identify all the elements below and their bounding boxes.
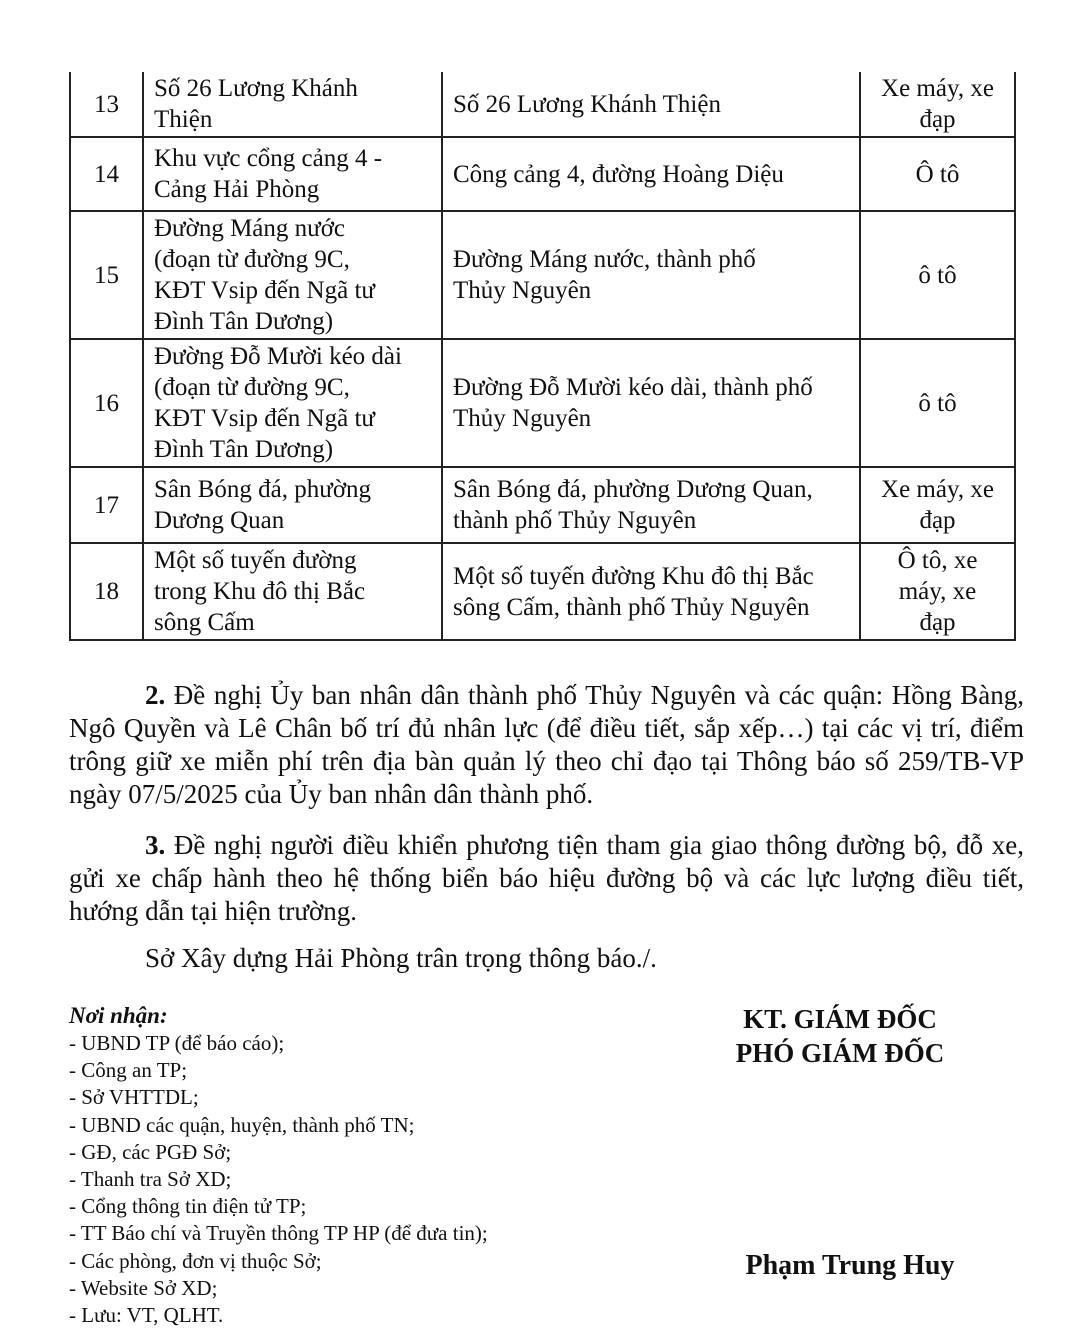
closing-statement: Sở Xây dựng Hải Phòng trân trọng thông báo./.	[145, 943, 657, 973]
signature-title-2: PHÓ GIÁM ĐỐC	[735, 1038, 945, 1068]
location-address-cell	[442, 543, 860, 640]
vehicle-type-line: Ô tô, xe	[897, 547, 978, 574]
vehicle-type-cell	[860, 339, 1015, 467]
vehicle-type-line: ô tô	[918, 261, 957, 289]
location-name-line: Một số tuyến đường	[154, 547, 357, 574]
location-address-line: Thủy Nguyên	[453, 405, 592, 432]
location-name-line: KĐT Vsip đến Ngã tư	[154, 405, 375, 432]
location-name-line: Thiện	[154, 106, 213, 133]
row-number-line: 14	[94, 160, 119, 188]
location-name-cell	[143, 543, 442, 640]
recipient-item: - Website Sở XD;	[69, 1275, 218, 1300]
location-address-line: Sân Bóng đá, phường Dương Quan,	[453, 476, 813, 503]
row-number-cell	[70, 137, 143, 211]
row-number-line: 16	[94, 389, 119, 417]
table-row	[70, 467, 1015, 543]
location-name-cell	[143, 467, 442, 543]
vehicle-type-line: Xe máy, xe	[881, 476, 994, 503]
recipients-title: Nơi nhận:	[69, 1003, 168, 1028]
table-body	[70, 72, 1015, 640]
row-number-cell	[70, 543, 143, 640]
location-name-line: Khu vực cổng cảng 4 -	[154, 145, 383, 172]
table-row	[70, 339, 1015, 467]
signer-name: Phạm Trung Huy	[745, 1250, 955, 1281]
table-row	[70, 137, 1015, 211]
location-name-line: Số 26 Lương Khánh	[154, 75, 358, 102]
recipient-item: - Sở VHTTDL;	[69, 1085, 199, 1110]
recipient-item: - UBND TP (để báo cáo);	[69, 1031, 285, 1055]
parking-locations-table	[69, 72, 1016, 641]
location-address-line: thành phố Thủy Nguyên	[453, 507, 697, 534]
vehicle-type-line: đạp	[919, 507, 956, 534]
recipient-item: - Cổng thông tin điện tử TP;	[69, 1194, 307, 1219]
location-name-cell	[143, 339, 442, 467]
location-name-line: sông Cấm	[154, 609, 255, 636]
location-name-line: Cảng Hải Phòng	[154, 176, 320, 203]
recipient-item: - GĐ, các PGĐ Sở;	[69, 1139, 232, 1164]
location-name-line: KĐT Vsip đến Ngã tư	[154, 277, 375, 304]
location-name-cell	[143, 72, 442, 137]
location-address-cell	[442, 72, 860, 137]
table-row	[70, 72, 1015, 137]
location-name-cell	[143, 137, 442, 211]
table-row	[70, 543, 1015, 640]
recipient-item: - UBND các quận, huyện, thành phố TN;	[69, 1112, 415, 1137]
vehicle-type-cell	[860, 543, 1015, 640]
signature-title-1: KT. GIÁM ĐỐC	[743, 1004, 937, 1034]
row-number-line: 17	[94, 491, 119, 519]
vehicle-type-cell	[860, 467, 1015, 543]
location-address-line: Công cảng 4, đường Hoàng Diệu	[453, 160, 784, 188]
paragraph-3-text: Đề nghị người điều khiển phương tiện tham gia giao thông đường bộ, đỗ xe, gửi xe chấp hành theo hệ thống biển báo hiệu đường bộ và các lực lượng điều tiết, hướng dẫn tại hiện trường.	[69, 830, 1024, 926]
location-address-cell	[442, 137, 860, 211]
paragraph-3-number: 3.	[145, 830, 166, 860]
paragraph-2-number: 2.	[145, 680, 166, 710]
row-number-cell	[70, 72, 143, 137]
row-number-line: 15	[94, 261, 119, 289]
vehicle-type-line: ô tô	[918, 389, 957, 417]
location-name-line: trong Khu đô thị Bắc	[154, 578, 366, 605]
recipient-item: - Thanh tra Sở XD;	[69, 1167, 232, 1192]
location-address-line: sông Cấm, thành phố Thủy Nguyên	[453, 593, 810, 621]
paragraph-3	[69, 829, 1024, 928]
location-address-line: Thủy Nguyên	[453, 277, 592, 304]
row-number-line: 18	[94, 578, 119, 605]
location-name-line: (đoạn từ đường 9C,	[154, 246, 350, 273]
vehicle-type-cell	[860, 211, 1015, 339]
vehicle-type-line: Xe máy, xe	[881, 75, 994, 102]
vehicle-type-line: đạp	[919, 609, 956, 636]
paragraph-2	[69, 679, 1024, 811]
recipient-item: - TT Báo chí và Truyền thông TP HP (để đưa tin);	[69, 1221, 488, 1246]
row-number-cell	[70, 211, 143, 339]
location-address-line: Số 26 Lương Khánh Thiện	[453, 90, 721, 118]
row-number-line: 13	[94, 90, 119, 118]
row-number-cell	[70, 467, 143, 543]
paragraph-2-text: Đề nghị Ủy ban nhân dân thành phố Thủy Nguyên và các quận: Hồng Bàng, Ngô Quyền và Lê Chân bố trí đủ nhân lực (để điều tiết, sắp xếp…) tại các vị trí, điểm trông giữ xe miễn phí trên địa bàn quản lý theo chỉ đạo tại Thông báo số 259/TB-VP ngày 07/5/2025 của Ủy ban nhân dân thành phố.	[69, 680, 1024, 809]
location-name-line: (đoạn từ đường 9C,	[154, 374, 350, 401]
recipient-item: - Công an TP;	[69, 1058, 188, 1083]
row-number-cell	[70, 339, 143, 467]
vehicle-type-cell	[860, 137, 1015, 211]
location-address-line: Đường Đỗ Mười kéo dài, thành phố	[453, 374, 813, 401]
vehicle-type-line: đạp	[919, 106, 956, 133]
location-address-line: Đường Máng nước, thành phố	[453, 246, 756, 273]
location-name-line: Đình Tân Dương)	[154, 436, 334, 463]
location-address-cell	[442, 211, 860, 339]
recipients-list	[69, 1030, 488, 1329]
location-address-cell	[442, 339, 860, 467]
vehicle-type-cell	[860, 72, 1015, 137]
location-name-line: Đường Máng nước	[154, 215, 346, 242]
location-name-cell	[143, 211, 442, 339]
location-address-line: Một số tuyến đường Khu đô thị Bắc	[453, 562, 814, 590]
location-name-line: Đường Đỗ Mười kéo dài	[154, 343, 402, 370]
location-name-line: Sân Bóng đá, phường	[154, 476, 372, 503]
vehicle-type-line: máy, xe	[898, 578, 977, 605]
vehicle-type-line: Ô tô	[915, 160, 960, 188]
location-name-line: Dương Quan	[154, 507, 285, 534]
recipient-item: - Các phòng, đơn vị thuộc Sở;	[69, 1248, 322, 1273]
location-name-line: Đình Tân Dương)	[154, 308, 334, 335]
table-row	[70, 211, 1015, 339]
recipient-item: - Lưu: VT, QLHT.	[69, 1303, 224, 1328]
location-address-cell	[442, 467, 860, 543]
